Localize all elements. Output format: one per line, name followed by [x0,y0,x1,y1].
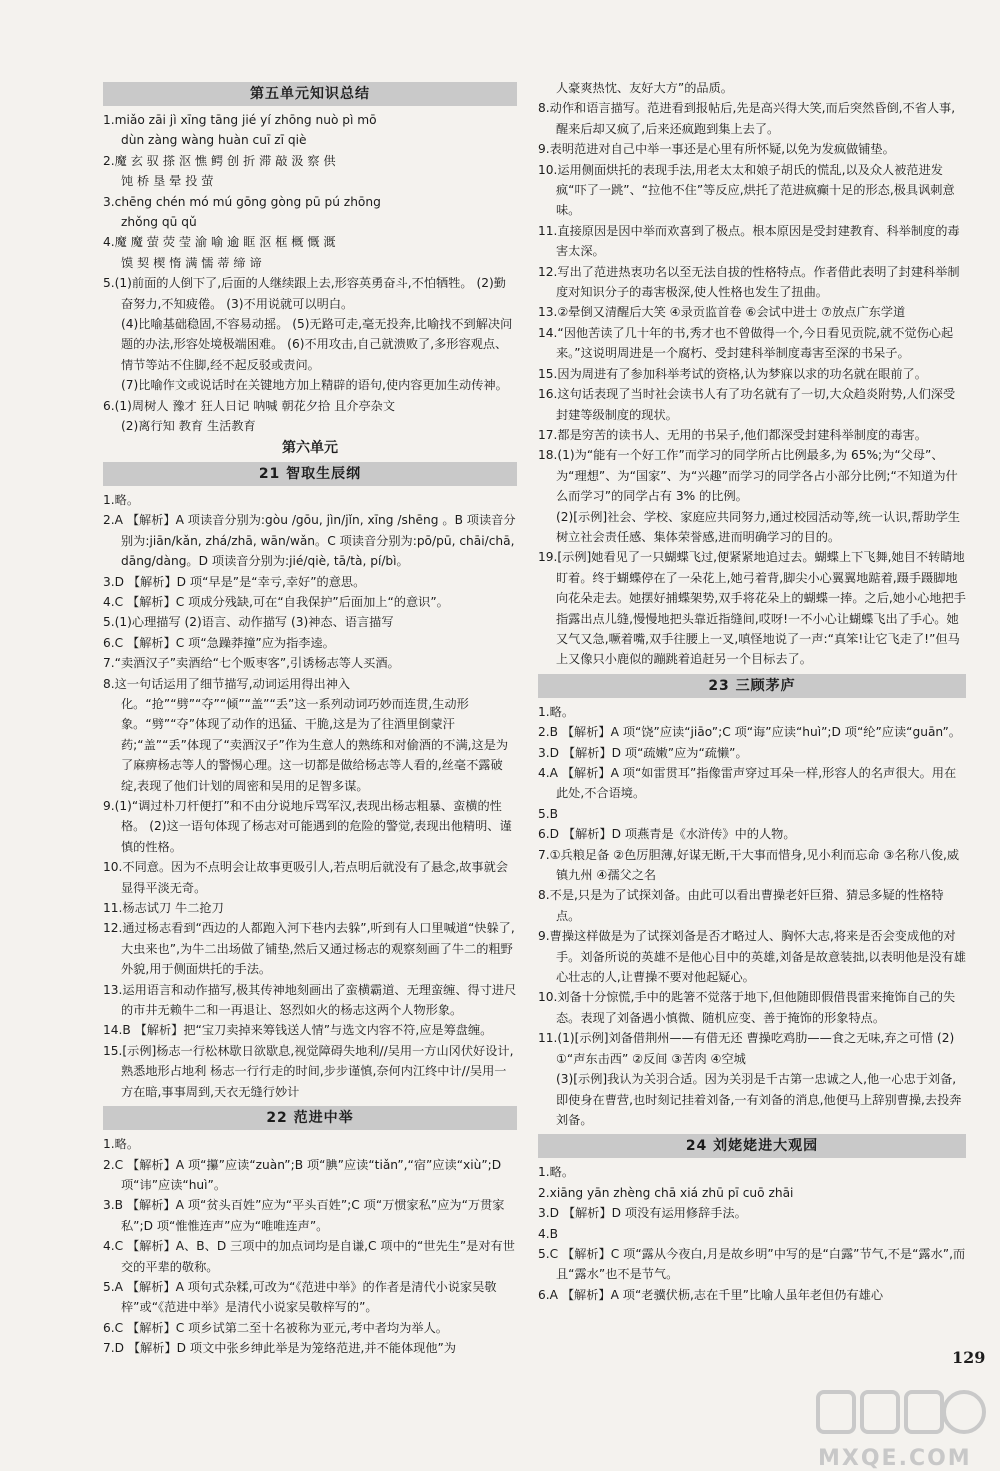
answer-line: 16.这句话表现了当时社会读书人有了功名就有了一切,大众趋炎附势,人们深受封建等级制度的现状。 [538,387,956,422]
answer-line: 13.②晕倒又清醒后大笑 ④录贡监首卷 ⑥会试中进士 ⑦放点广东学道 [538,305,906,320]
answer-line: 2.魔 玄 驭 搽 沤 憔 鳄 创 折 滞 敲 汲 察 供 [103,153,336,168]
answer-line-continued: (7)比喻作文或说话时在关键地方加上精辟的语句,使内容更加生动传神。 [121,378,508,393]
answer-line: 10.运用侧面烘托的表现手法,用老太太和娘子胡氏的慌乱,以及众人被范进发疯“吓了一跳”、“拉他不住”等反应,烘托了范进疯癫十足的形态,极具讽刺意味。 [538,162,955,218]
answer-line: 18.(1)为“能有一个好工作”而学习的同学所占比例最多,为 65%;为“父母”、为“理想”、为“国家”、为“兴趣”而学习的同学各占小部分比例;“不知道为什么而学习”的同学占有 3% 的比例。 [538,448,958,504]
answer-line: 8.不是,只是为了试探刘备。由此可以看出曹操老奸巨猾、猜忌多疑的性格特点。 [538,888,944,923]
answer-line: 3.D 【解析】D 项没有运用修辞手法。 [538,1206,747,1221]
answer-line: 9.曹操这样做是为了试探刘备是否才略过人、胸怀大志,将来是否会变成他的对手。刘备所说的英雄不是他心目中的英雄,刘备是故意装拙,以表明他是没有雄心壮志的人,让曹操不要对他起疑心。 [538,929,966,985]
answer-line: 5.A 【解析】A 项句式杂糅,可改为“《范进中举》的作者是清代小说家吴敬梓”或“《范进中举》是清代小说家吴敬梓写的”。 [103,1279,497,1315]
answer-line: 5.C 【解析】C 项“露从今夜白,月是故乡明”中写的是“白露”节气,不是“露水”,而且“露水”也不是节气。 [538,1246,966,1282]
watermark-text: MXQE.COM [818,1446,972,1471]
answer-line: 4.C 【解析】A、B、D 三项中的加点词均是自谦,C 项中的“世先生”是对有世交的平辈的敬称。 [103,1239,515,1274]
unit-title: 第六单元 [282,439,338,456]
answer-line: 11.(1)[示例]刘备借荆州——有借无还 曹操吃鸡肋——食之无味,弃之可惜 (2)①“声东击西” ②反间 ③苦肉 ④空城 [538,1031,955,1066]
answer-line: 2.xiāng yān zhèng chā xiá zhū pī cuō zhāi [538,1185,794,1200]
answer-line: 1.略。 [103,1137,140,1152]
answer-line: 5.(1)心理描写 (2)语言、动作描写 (3)神态、语言描写 [103,615,394,630]
answer-line: 2.C 【解析】A 项“攥”应读“zuàn”;B 项“腆”应读“tiǎn”,“宿”应读“xiù”;D 项“讳”应读“huì”。 [103,1157,502,1192]
answer-line: 12.写出了范进热衷功名以至无法自拔的性格特点。作者借此表明了封建科举制度对知识分子的毒害极深,使人性格也发生了扭曲。 [538,264,960,300]
answer-line: 4.A 【解析】A 项“如雷贯耳”指像雷声穿过耳朵一样,形容人的名声很大。用在此处,不合语境。 [538,766,957,801]
answer-line: 6.D 【解析】D 项燕青是《水浒传》中的人物。 [538,827,796,842]
answer-line: 2.A 【解析】A 项读音分别为:gòu /gōu, jìn/jǐn, xīng /shēng 。B 项读音分别为:jiān/kǎn, zhá/zhā, wān/wǎn。C 项读音分别为:pō/pū, chāi/chā, dāng/dàng。D 项读音分别为:jié/qiè, tā/tà, pí/bì。 [103,513,516,569]
answer-line: 1.略。 [538,704,575,719]
answer-line: 6.C 【解析】C 项乡试第二至十名被称为亚元,考中者均为举人。 [103,1320,448,1335]
right-column [538,78,966,1305]
section-banner: 22 范进中举 [103,1106,517,1130]
answer-line: 5.B [538,806,558,821]
answer-line: 10.刘备十分惊慌,手中的匙箸不觉落于地下,但他随即假借畏雷来掩饰自己的失态。表现了刘备遇小慎微、随机应变、善于掩饰的形象特点。 [538,990,956,1025]
answer-line: 14.B 【解析】把“宝刀卖掉来筹钱送人情”与选文内容不符,应是筹盘缠。 [103,1023,493,1038]
answer-line: 1.略。 [538,1165,575,1180]
answer-line: 3.chēng chén mó mú gōng gòng pū pú zhōng [103,194,381,209]
answer-line: 6.A 【解析】A 项“老骥伏枥,志在千里”比喻人虽年老但仍有雄心 [538,1287,884,1302]
answer-line: 3.D 【解析】D 项“早是”是“幸亏,幸好”的意思。 [103,574,366,589]
answer-line: 14.“因他苦读了几十年的书,秀才也不曾做得一个,今日看见贡院,就不觉伤心起来。”这说明周进是一个腐朽、受封建科举制度毒害至深的书呆子。 [538,325,954,361]
answer-line: 7.D 【解析】D 项文中张乡绅此举是为笼络范进,并不能体现他”为 [103,1341,457,1356]
answer-line: 3.B 【解析】A 项“贫头百姓”应为“平头百姓”;C 项“万惯家私”应为“万贯家私”;D 项“惟惟连声”应为“唯唯连声”。 [103,1198,505,1233]
answer-line-continued: (2)离行知 教育 生活教育 [121,419,256,434]
answer-line: 13.运用语言和动作描写,极其传神地刻画出了蛮横霸道、无理蛮缠、得寸进尺的市井无赖牛二和一再退让、怒烈如火的杨志这两个人物形象。 [103,982,517,1018]
answer-line: 5.(1)前面的人倒下了,后面的人继续跟上去,形容英勇奋斗,不怕牺牲。 (2)勤奋努力,不知疲倦。 (3)不用说就可以明白。 [103,276,506,311]
answer-line-continued: zhǒng qū qǔ [121,215,197,230]
answer-line: 1.略。 [103,492,140,507]
answer-line: 8.动作和语言描写。范进看到报帖后,先是高兴得大笑,而后突然昏倒,不省人事,醒来后却又疯了,后来还疯跑到集上去了。 [538,101,956,136]
left-column [103,78,517,1359]
answer-line-continued: (2)[示例]社会、学校、家庭应共同努力,通过校园活动等,统一认识,帮助学生树立社会责任感、集体荣誉感,进而明确学习的目的。 [556,509,961,544]
answer-line: 4.魔 魔 萤 荧 莹 渝 喻 逾 眶 沤 框 概 慨 溉 [103,235,336,250]
answer-line-continued: (4)比喻基础稳固,不容易动摇。 (5)无路可走,毫无投奔,比喻找不到解决问题的办法,形容处境极端困难。 (6)不用攻击,自己就溃败了,多形容观点、情节等站不住脚,经不起反驳或责问。 [121,317,513,372]
answer-line: 6.C 【解析】C 项“急躁莽撞”应为指李逵。 [103,635,335,650]
section-banner: 第五单元知识总结 [103,82,517,106]
answer-line: 7.“卖酒汉子”卖酒给“七个贩枣客”,引诱杨志等人买酒。 [103,656,400,671]
answer-line: 3.D 【解析】D 项“疏嫩”应为“疏懒”。 [538,745,748,760]
answer-line: 15.因为周进有了参加科举考试的资格,认为梦寐以求的功名就在眼前了。 [538,366,927,381]
answer-line: 12.通过杨志看到“西边的人都跑入河下巷内去躲”,听到有人口里喊道“快躲了,大虫来也”,为牛二出场做了铺垫,然后又通过杨志的观察刻画了牛二的粗野外貌,用于侧面烘托的手法。 [103,921,515,977]
section-banner: 24 刘姥姥进大观园 [538,1134,966,1158]
answer-line: 7.①兵粮足备 ②色厉胆薄,好谋无断,干大事而惜身,见小利而忘命 ③名称八俊,威镇九州 ④孺父之名 [538,847,960,883]
answer-line: 17.都是穷苦的读书人、无用的书呆子,他们都深受封建科举制度的毒害。 [538,427,927,442]
answer-line: 4.C 【解析】C 项成分残缺,可在“自我保护”后面加上“的意识”。 [103,594,449,609]
answer-line: 11.直接原因是因中举而欢喜到了极点。根本原因是受封建教育、科举制度的毒害太深。 [538,223,960,259]
answer-line-continued: 人豪爽热忱、友好大方”的品质。 [556,81,733,95]
section-banner: 21 智取生辰纲 [103,462,517,486]
answer-line: 2.B 【解析】A 项“饶”应读“jiāo”;C 项“诲”应读“huì”;D 项“纶”应读“guān”。 [538,725,961,740]
answer-line-continued: 饨 桥 垦 晕 投 萤 [121,174,214,189]
answer-line: 4.B [538,1226,558,1241]
answer-line-continued: dùn zàng wàng huàn cuī zī qiè [121,133,307,148]
answer-line: 9.(1)“调过朴刀杆便打”和不由分说地斥骂军汉,表现出杨志粗暴、蛮横的性格。 (2)这一语句体现了杨志对可能遇到的危险的警觉,表现出他精明、谨慎的性格。 [103,799,512,854]
answer-line: 10.不同意。因为不点明会让故事更吸引人,若点明后就没有了悬念,故事就会显得平淡无奇。 [103,860,508,895]
answer-line: 15.[示例]杨志一行松林歇日欲歇息,视觉障碍失地利//吴用一方山冈伏好设计,熟悉地形占地利 杨志一行行走的时间,步步谨慎,奈何内江终中计//吴用一方在暗,事事周到,天衣无缝行妙计 [103,1043,514,1099]
answer-line: 1.miǎo zāi jì xīng tāng jié yí zhōng nuò pì mō [103,113,377,127]
answer-line: 19.[示例]她看见了一只蝴蝶飞过,便紧紧地追过去。蝴蝶上下飞舞,她目不转睛地盯着。终于蝴蝶停在了一朵花上,她弓着背,脚尖小心翼翼地踮着,蹑手蹑脚地向花朵走去。她摆好捕蝶架势,双手将花朵上的蝴蝶一捧。之后,她小心地把手指露出点儿缝,慢慢地把头靠近指缝间,哎呀!一不小心让蝴蝶飞出了手心。她又气又急,噘着嘴,双手往腰上一叉,嗔怪地说了一声:“真笨!让它飞走了!”但马上又像只小鹿似的蹦跳着追赶另一个目标去了。 [538,550,966,667]
answer-line: 11.杨志试刀 牛二抢刀 [103,901,224,916]
answer-line: 6.(1)周树人 豫才 狂人日记 呐喊 朝花夕拾 且介亭杂文 [103,398,396,413]
page-number: 129 [952,1348,986,1367]
answer-line-continued: (3)[示例]我认为关羽合适。因为关羽是千古第一忠诚之人,他一心忠于刘备,即使身在曹营,也时刻记挂着刘备,一有刘备的消息,他便马上辞别曹操,去投奔刘备。 [556,1072,962,1127]
answer-line: 9.表明范进对自己中举一事还是心里有所怀疑,以免为发疯做铺垫。 [538,142,895,157]
answer-line: 8.这一句话运用了细节描写,动词运用得出神入化。“抢”“劈”“夺”“倾”“盖”“丢”这一系列动词巧妙而连贯,生动形象。“劈”“夺”体现了动作的迅猛、干脆,这是为了往酒里倒蒙汗药;“盖”“丢”体现了“卖酒汉子”作为生意人的熟练和对偷酒的不满,这是为了麻痹杨志等人的警惕心理。这一切都是做给杨志等人看的,丝毫不露破绽,表现了他们计划的周密和吴用的足智多谋。 [103,676,509,793]
section-banner: 23 三顾茅庐 [538,674,966,698]
answer-line-continued: 馍 契 楔 惰 满 懦 蒂 缔 谛 [121,255,262,270]
